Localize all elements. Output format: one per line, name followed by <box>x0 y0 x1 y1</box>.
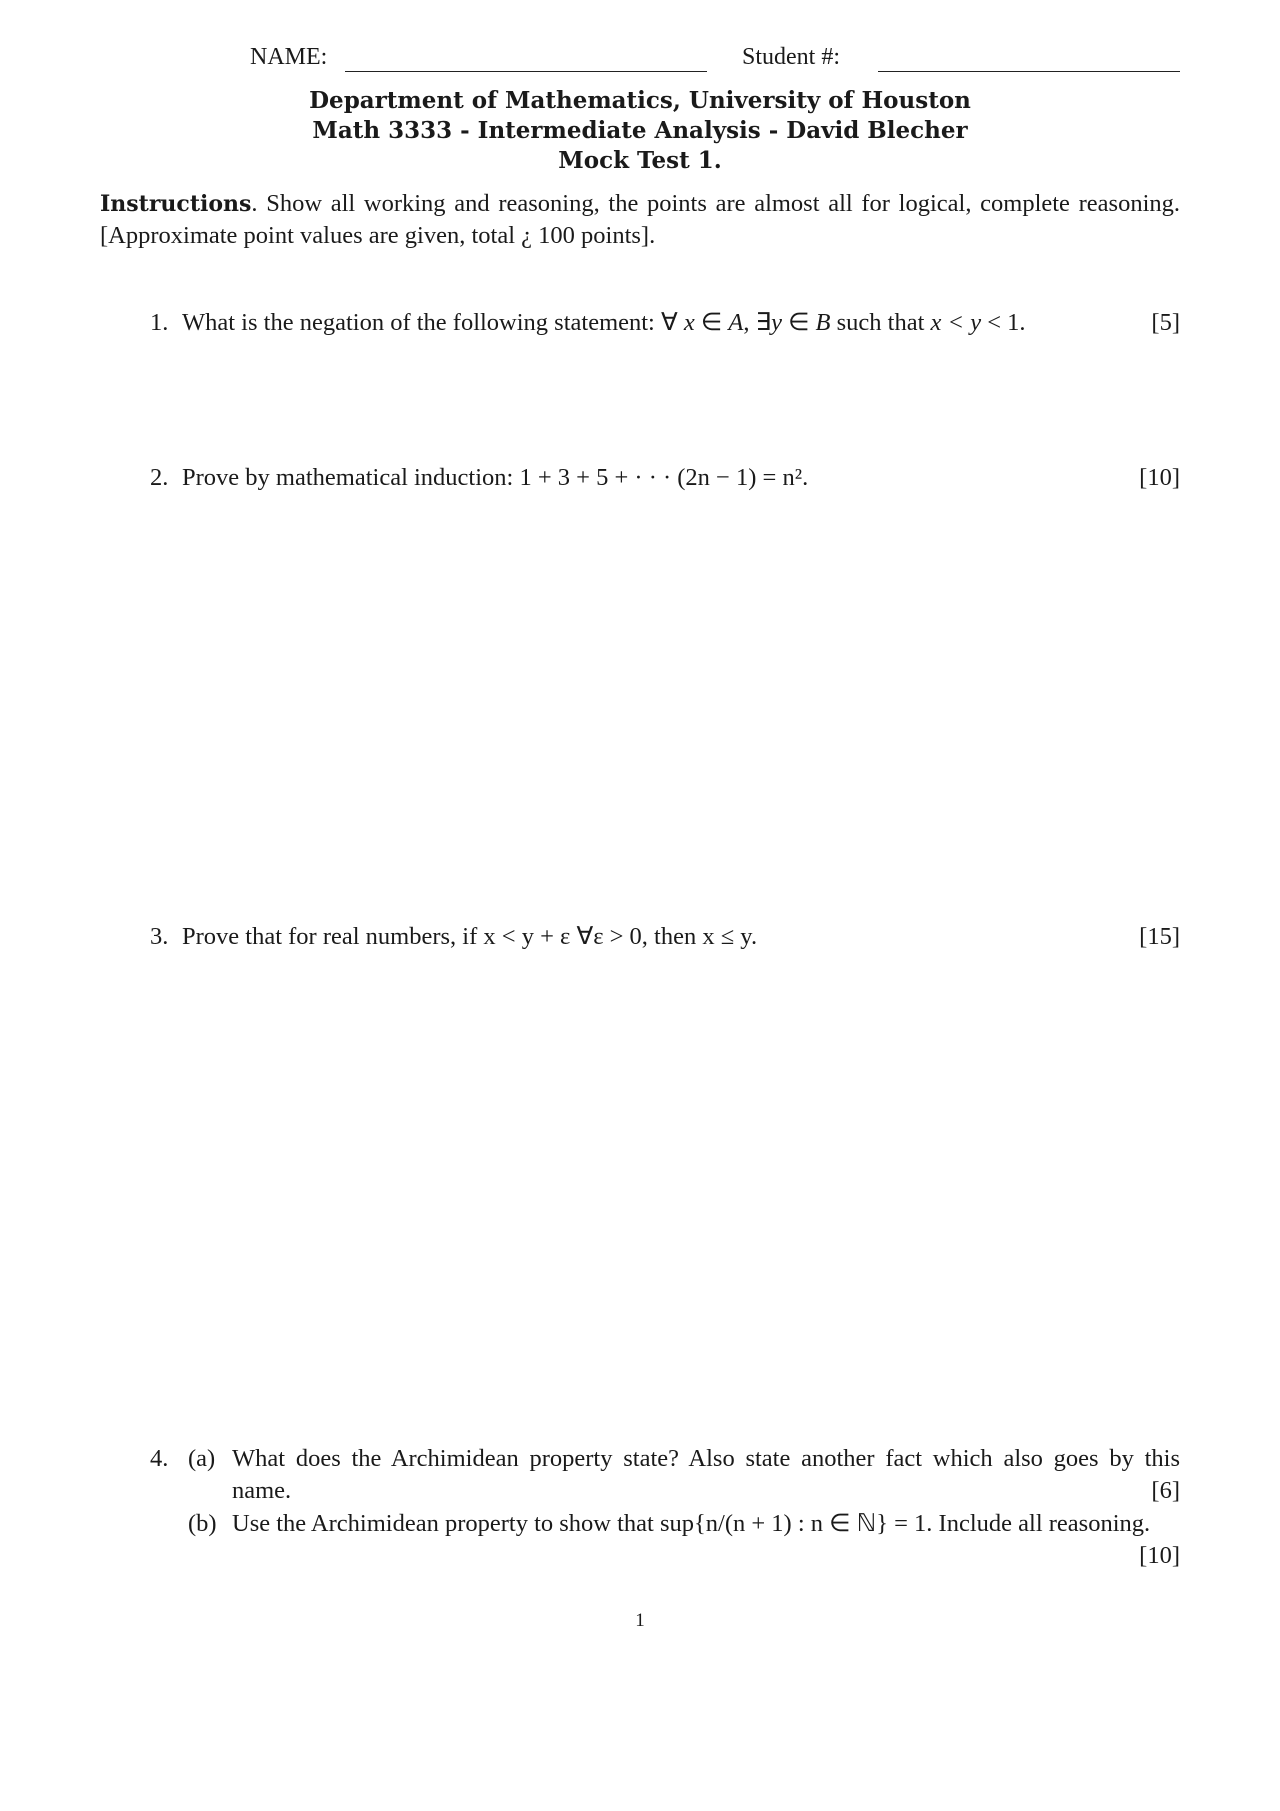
subpart-tag: (a) <box>188 1445 216 1472</box>
header-row <box>250 44 1180 78</box>
question-points: [10] <box>1139 464 1180 491</box>
subpart-text <box>232 1443 1180 1507</box>
question-number: 1. <box>150 309 169 336</box>
question-text-part: , ∃ <box>743 309 772 336</box>
instructions-heading: Instructions <box>100 191 252 217</box>
question-text-part: ∈ <box>781 309 816 336</box>
name-label: NAME: <box>250 44 328 70</box>
question-number: 2. <box>150 464 169 491</box>
instructions-text: . Show all working and reasoning, the points are almost all for logical, complete reasoning. [Approximate point values are given, total ¿ 100 points]. <box>100 190 1180 249</box>
subpart-text-content: Use the Archimidean property to show that sup{n/(n + 1) : n ∈ ℕ} = 1. Include all reasoning. <box>232 1510 1151 1537</box>
question-text-part: such that <box>830 309 931 336</box>
question-text: Prove that for real numbers, if x < y + ε ∀ε > 0, then x ≤ y. <box>182 923 758 950</box>
course-title: Math 3333 - Intermediate Analysis - David Blecher <box>312 117 968 144</box>
student-number-label: Student #: <box>742 44 841 70</box>
question-4a <box>188 1443 1180 1507</box>
question-text <box>182 307 1026 339</box>
math-symbol: x <box>683 309 695 336</box>
instructions-paragraph <box>100 188 1180 252</box>
question-4-number: 4. <box>150 1445 169 1472</box>
question-text: Prove by mathematical induction: 1 + 3 + 5 + · · · (2n − 1) = n². <box>182 464 809 491</box>
math-symbol: A <box>728 309 744 336</box>
question-points: [5] <box>1151 309 1180 336</box>
question-text-part: ∈ <box>694 309 729 336</box>
department-title: Department of Mathematics, University of Houston <box>309 87 971 114</box>
math-symbol: B <box>815 309 831 336</box>
student-number-blank-line <box>878 71 1180 72</box>
name-blank-line <box>345 71 707 72</box>
title-block <box>0 86 1280 176</box>
subpart-tag: (b) <box>188 1510 217 1537</box>
subpart-points: [10] <box>1139 1542 1180 1569</box>
question-text-part: < 1. <box>981 309 1026 336</box>
test-title: Mock Test 1. <box>558 147 722 174</box>
question-text-part: What is the negation of the following statement: ∀ <box>182 309 684 336</box>
question-number: 3. <box>150 923 169 950</box>
math-symbol: x < y <box>930 309 982 336</box>
question-points: [15] <box>1139 923 1180 950</box>
subpart-points: [6] <box>1151 1477 1180 1504</box>
subpart-text <box>232 1508 1180 1540</box>
subpart-text-content: What does the Archimidean property state? Also state another fact which also goes by this name. <box>232 1445 1180 1504</box>
page-number: 1 <box>635 1610 645 1631</box>
question-4b <box>188 1508 1180 1572</box>
math-symbol: y <box>771 309 782 336</box>
